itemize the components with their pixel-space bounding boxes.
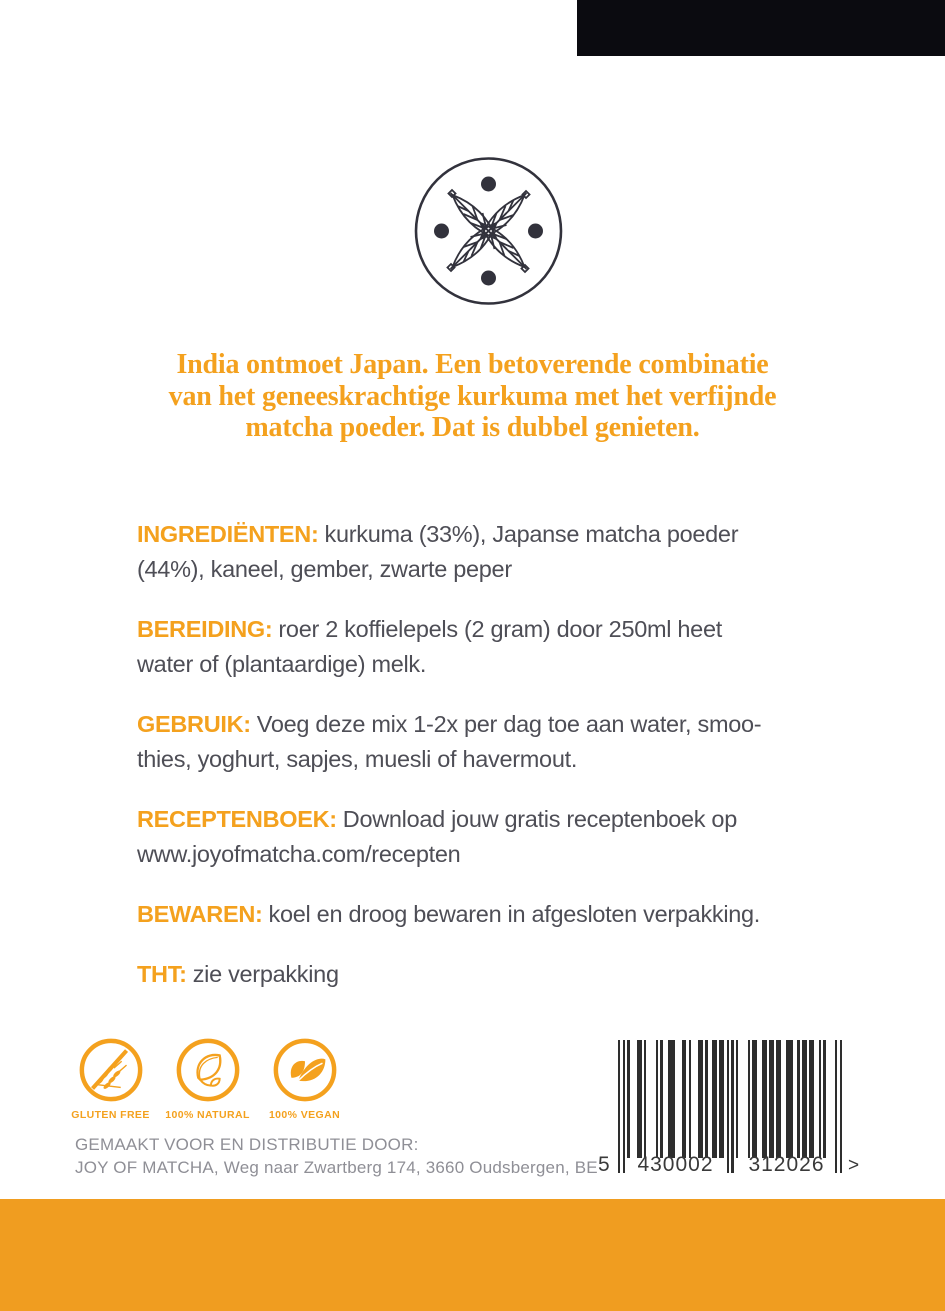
leaf-outline-icon <box>174 1036 242 1104</box>
badge-label: GLUTEN FREE <box>71 1109 150 1121</box>
top-right-dark-strip <box>577 0 945 56</box>
distributor-info <box>75 1134 598 1179</box>
section-text: Download jouw gratis receptenboek op <box>342 806 737 832</box>
section-text: koel en droog bewaren in afgesloten verpakking. <box>268 901 761 927</box>
section-storage <box>137 897 897 932</box>
bottom-orange-band <box>0 1199 945 1311</box>
section-label: RECEPTENBOEK: <box>137 806 337 832</box>
badge-gluten-free <box>62 1036 159 1121</box>
section-text: roer 2 koffielepels (2 gram) door 250ml heet <box>278 616 722 642</box>
section-best-before <box>137 957 897 992</box>
section-text: zie verpakking <box>192 961 339 987</box>
brand-logo <box>412 155 565 307</box>
section-text: water of (plantaardige) melk. <box>137 651 427 677</box>
headline-line: India ontmoet Japan. Een betoverende combinatie <box>176 349 769 380</box>
section-preparation <box>137 612 897 682</box>
barcode-right-mark: > <box>848 1155 861 1176</box>
section-label: BEWAREN: <box>137 901 263 927</box>
section-text: (44%), kaneel, gember, zwarte peper <box>137 556 512 582</box>
section-text: kurkuma (33%), Japanse matcha poeder <box>324 521 739 547</box>
barcode-digit-first: 5 <box>598 1153 611 1176</box>
distributor-address: JOY OF MATCHA, Weg naar Zwartberg 174, 3660 Oudsbergen, BE <box>75 1157 598 1177</box>
section-label: INGREDIËNTEN: <box>137 521 319 547</box>
solid-leaf-check-icon <box>271 1036 339 1104</box>
section-label: BEREIDING: <box>137 616 273 642</box>
section-label: GEBRUIK: <box>137 711 251 737</box>
headline <box>0 349 945 444</box>
section-ingredients <box>137 517 897 587</box>
four-leaves-circle-emblem <box>412 155 565 307</box>
certification-badges <box>62 1036 353 1121</box>
section-label: THT: <box>137 961 187 987</box>
ean-13-barcode <box>596 1040 886 1177</box>
section-text: Voeg deze mix 1-2x per dag toe aan water, smoo- <box>256 711 762 737</box>
badge-vegan <box>256 1036 353 1121</box>
section-text: www.joyofmatcha.com/recepten <box>137 841 461 867</box>
section-recipe-book <box>137 802 897 872</box>
section-usage <box>137 707 897 777</box>
badge-label: 100% NATURAL <box>165 1109 250 1121</box>
headline-line: van het geneeskrachtige kurkuma met het verfijnde <box>168 380 777 412</box>
badge-natural <box>159 1036 256 1121</box>
crossed-out-wheat-icon <box>77 1036 145 1104</box>
barcode-digits-right-group: 312026 <box>748 1153 825 1176</box>
badge-label: 100% VEGAN <box>268 1109 341 1121</box>
headline-line: matcha poeder. Dat is dubbel genieten. <box>245 412 700 443</box>
distributor-heading: GEMAAKT VOOR EN DISTRIBUTIE DOOR: <box>75 1135 419 1154</box>
info-sections <box>137 517 897 1017</box>
section-text: thies, yoghurt, sapjes, muesli of havermout. <box>137 746 578 772</box>
barcode-digits-left-group: 430002 <box>637 1153 714 1176</box>
